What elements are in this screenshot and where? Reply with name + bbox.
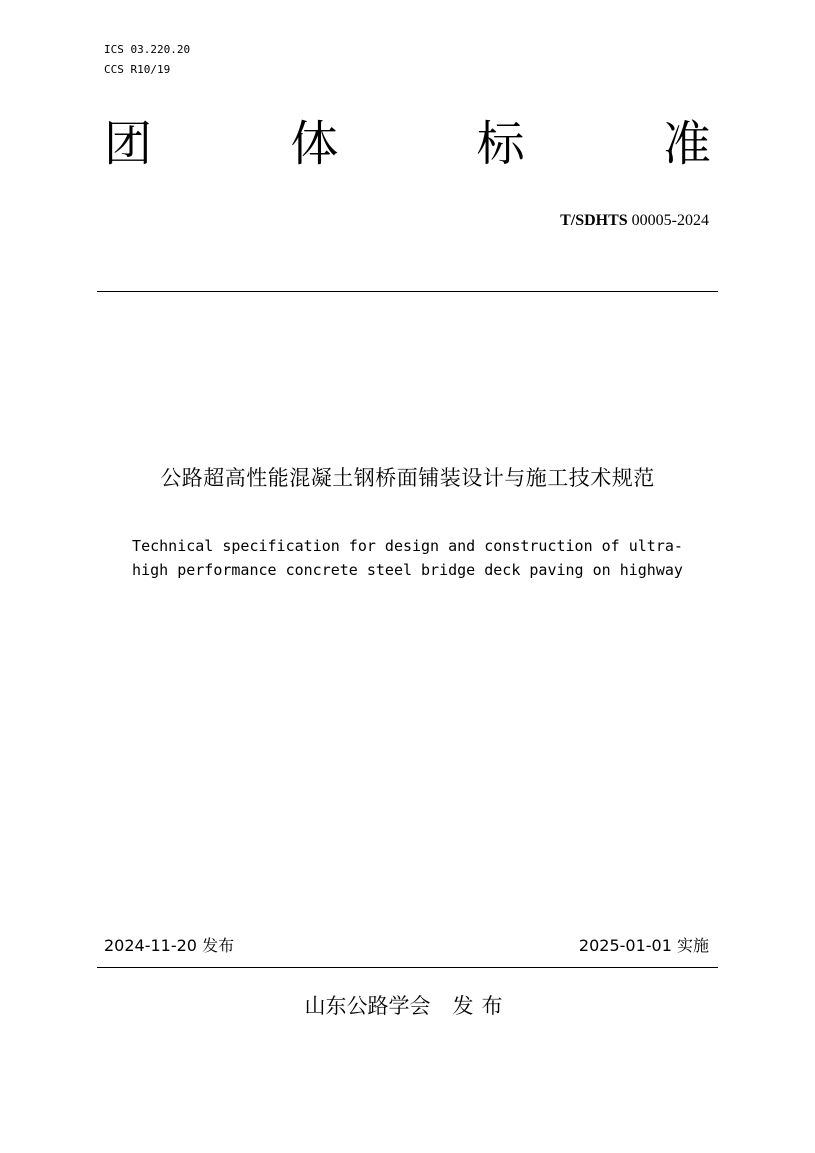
heading-char: 标 — [476, 116, 525, 172]
issue-date: 2024-11-20 发布 — [104, 936, 235, 955]
publish-action: 发布 — [452, 994, 511, 1018]
heading-char: 团 — [104, 116, 153, 172]
top-divider — [97, 291, 718, 292]
ccs-code: CCS R10/19 — [104, 63, 171, 76]
english-title — [0, 534, 815, 582]
classification-codes — [104, 40, 190, 80]
ics-code: ICS 03.220.20 — [104, 43, 191, 56]
bottom-divider — [97, 967, 718, 968]
heading-char: 准 — [662, 116, 711, 172]
standard-number-prefix: T/SDHTS — [560, 212, 628, 229]
heading-char: 体 — [290, 116, 339, 172]
chinese-title: 公路超高性能混凝土钢桥面铺装设计与施工技术规范 — [160, 466, 655, 490]
implementation-date: 2025-01-01 实施 — [578, 936, 709, 955]
publisher-name: 山东公路学会 — [304, 994, 431, 1018]
document-type-heading — [104, 112, 711, 176]
standard-number-value: 00005-2024 — [631, 212, 709, 229]
english-title-line-2: high performance concrete steel bridge deck paving on highway — [132, 561, 683, 579]
publisher-line — [0, 990, 815, 1020]
standard-number — [560, 212, 709, 230]
english-title-line-1: Technical specification for design and construction of ultra- — [132, 537, 683, 555]
